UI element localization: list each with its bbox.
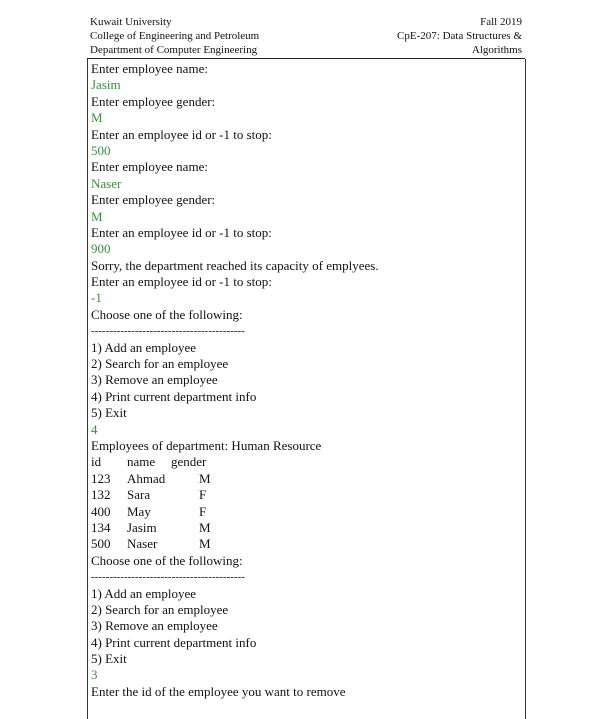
output-line: Enter employee gender:: [91, 192, 216, 208]
output-line: Choose one of the following:: [91, 552, 243, 568]
user-input-line: 4: [91, 421, 98, 437]
output-line: 3) Remove an employee: [91, 618, 218, 634]
employee-table-row: [91, 504, 521, 520]
output-line: 2) Search for an employee: [91, 356, 229, 372]
employee-table-row: [91, 487, 521, 503]
separator-line: ------------------------------------------: [91, 325, 245, 338]
employee-id: 123: [91, 470, 111, 486]
output-line: Enter employee gender:: [91, 93, 216, 109]
output-line: Employees of department: Human Resource: [91, 437, 322, 453]
employee-table-row: [91, 471, 521, 487]
user-input-line: 3: [91, 667, 98, 683]
user-input-line: 500: [91, 142, 111, 158]
employee-gender: M: [199, 470, 211, 486]
employee-name: Naser: [127, 536, 158, 552]
output-line: 5) Exit: [91, 651, 127, 667]
user-input-line: M: [91, 208, 103, 224]
output-line: 3) Remove an employee: [91, 372, 218, 388]
separator-line: ------------------------------------------: [91, 571, 245, 584]
employee-name: Ahmad: [127, 470, 166, 486]
output-line: Enter employee name:: [91, 61, 208, 76]
employee-gender: M: [199, 519, 211, 535]
col-id-header: id: [91, 454, 102, 470]
employee-name: Jasim: [127, 519, 157, 535]
output-line: Enter the id of the employee you want to remove: [91, 683, 346, 699]
employee-table-row: [91, 520, 521, 536]
col-name-header: name: [127, 454, 156, 470]
console-output: [87, 59, 526, 719]
employee-gender: F: [199, 487, 207, 503]
console-lines: [91, 61, 521, 700]
output-line: Enter an employee id or -1 to stop:: [91, 274, 272, 290]
college-name: College of Engineering and Petroleum: [90, 30, 260, 42]
output-line: 2) Search for an employee: [91, 601, 229, 617]
header-right: [352, 15, 522, 57]
employee-name: Sara: [127, 487, 151, 503]
output-line: Choose one of the following:: [91, 306, 243, 322]
col-gender-header: gender: [171, 454, 207, 470]
output-line: 1) Add an employee: [91, 339, 197, 355]
output-line: 4) Print current department info: [91, 388, 257, 404]
employee-table-row: [91, 536, 521, 552]
user-input-line: 900: [91, 241, 111, 257]
university-name: Kuwait University: [90, 16, 172, 28]
output-line: 4) Print current department info: [91, 634, 257, 650]
employee-name: May: [127, 503, 151, 519]
user-input-line: Jasim: [91, 77, 121, 93]
output-line: Enter an employee id or -1 to stop:: [91, 224, 272, 240]
header-left: [90, 15, 330, 57]
employee-id: 132: [91, 487, 111, 503]
semester: Fall 2019: [480, 16, 522, 28]
output-line: Enter an employee id or -1 to stop:: [91, 126, 272, 142]
output-line: 1) Add an employee: [91, 585, 197, 601]
employee-gender: F: [199, 503, 207, 519]
employee-gender: M: [199, 536, 211, 552]
user-input-line: M: [91, 110, 103, 126]
course-title-cont: Algorithms: [471, 44, 522, 56]
employee-table-header: [91, 454, 521, 470]
user-input-line: Naser: [91, 175, 122, 191]
user-input-line: -1: [91, 290, 102, 306]
output-line: Sorry, the department reached its capacity of emplyees.: [91, 257, 379, 273]
output-line: 5) Exit: [91, 405, 127, 421]
employee-id: 400: [91, 503, 111, 519]
department-name: Department of Computer Engineering: [90, 44, 258, 56]
course-title: CpE-207: Data Structures &: [397, 30, 522, 42]
employee-id: 134: [91, 519, 111, 535]
employee-id: 500: [91, 536, 111, 552]
output-line: Enter employee name:: [91, 159, 208, 175]
